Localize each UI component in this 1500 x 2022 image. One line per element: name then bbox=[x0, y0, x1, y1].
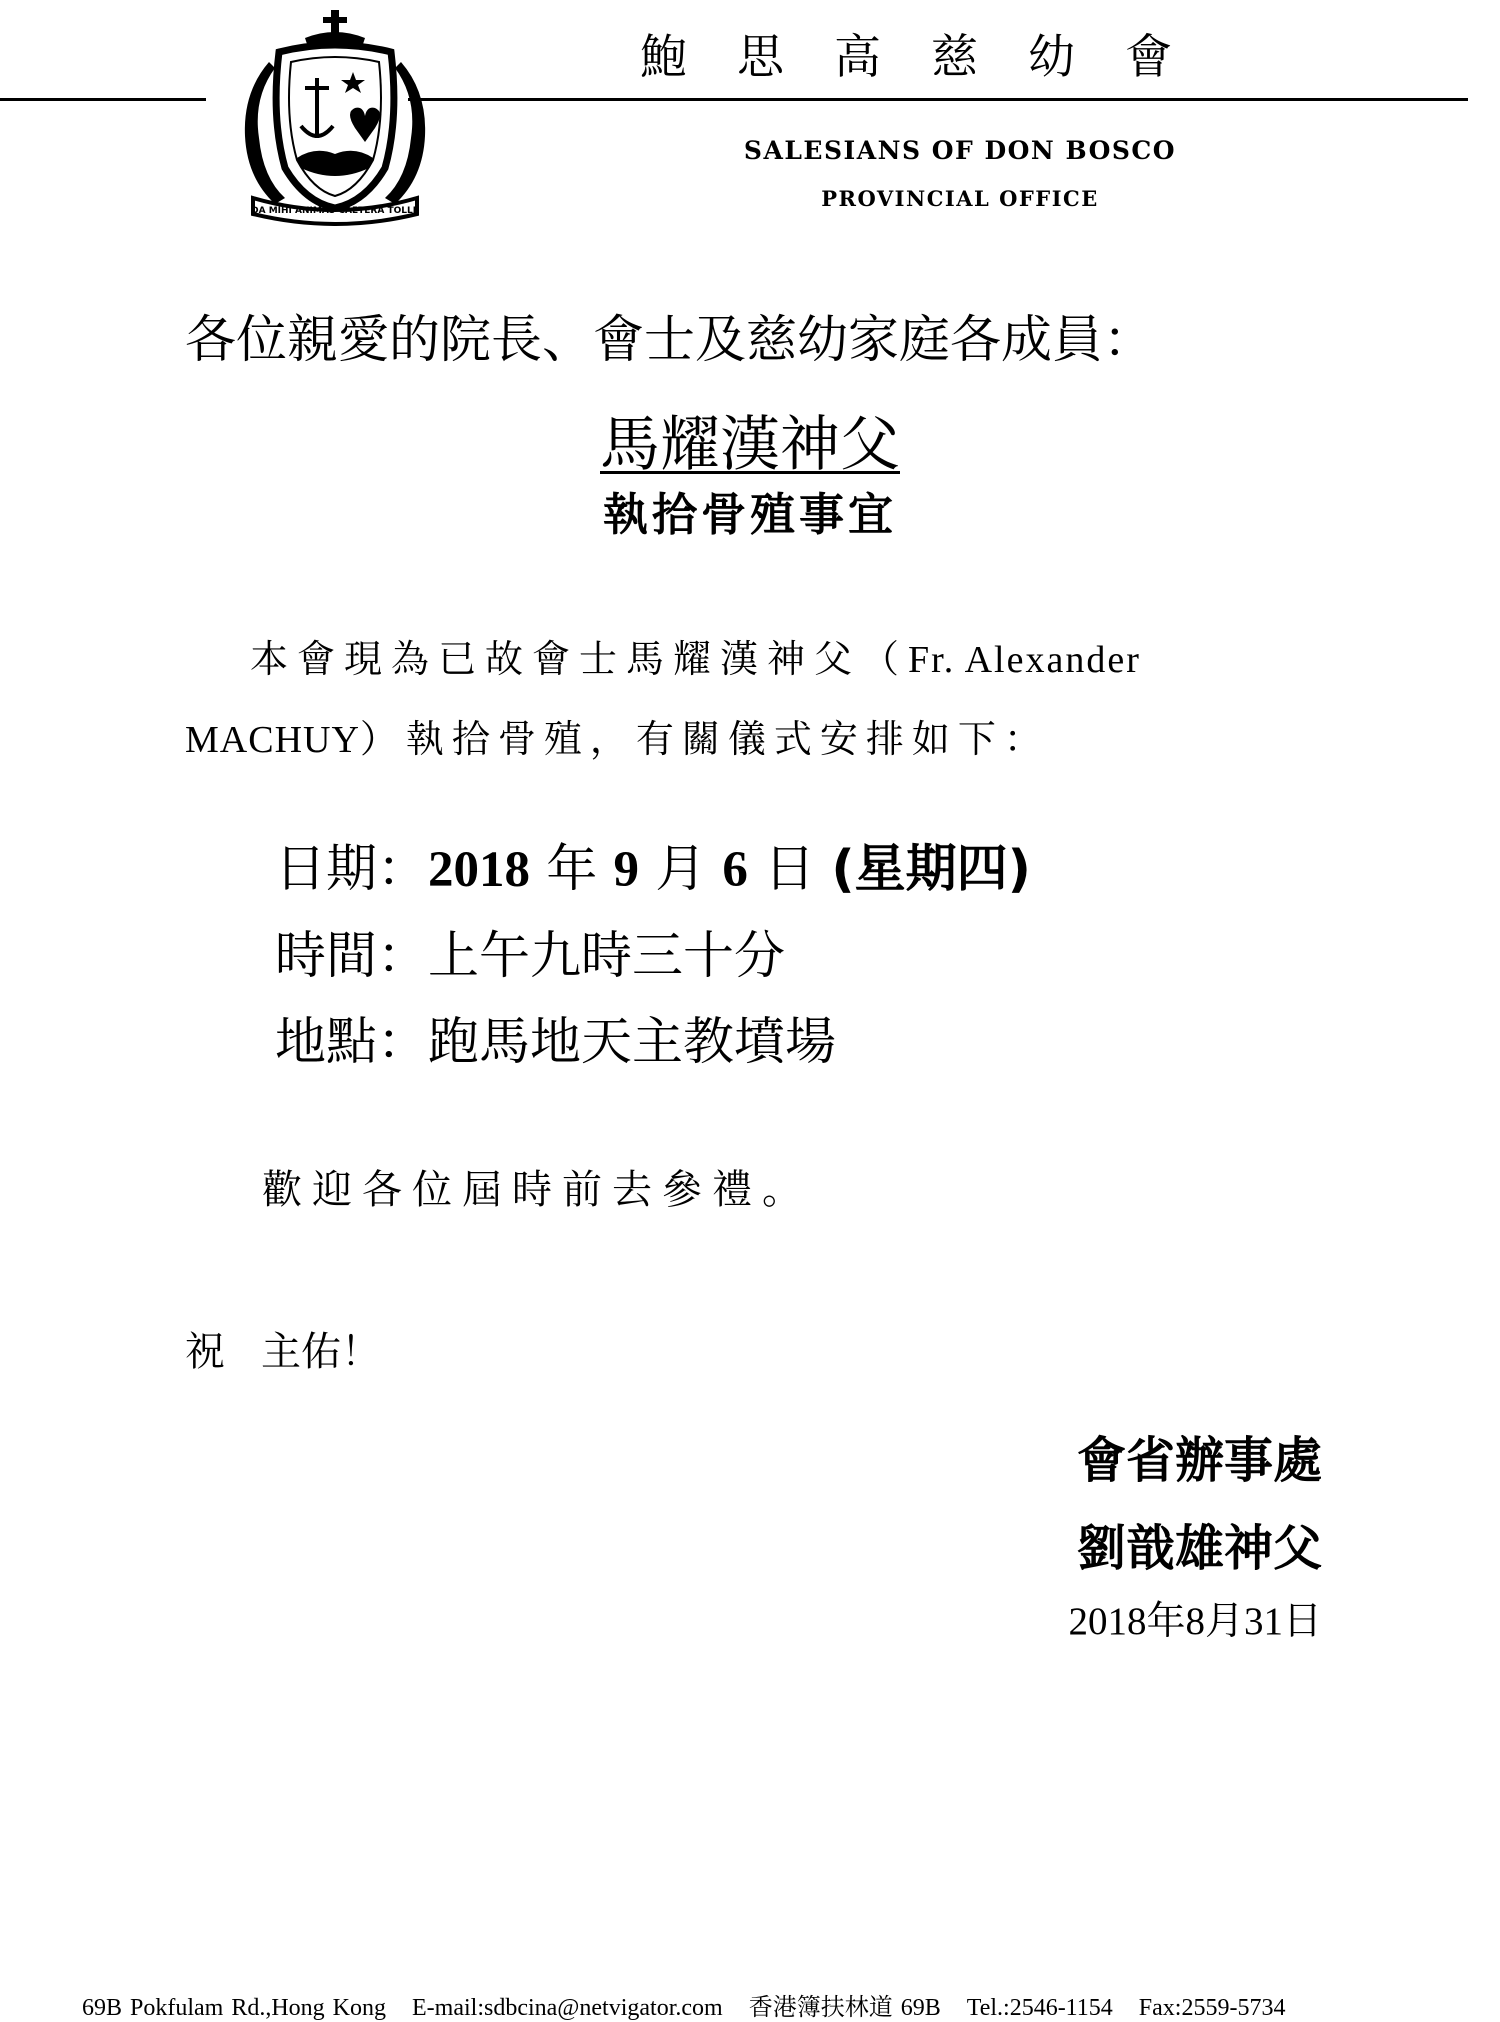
time-label: 時間： bbox=[275, 927, 429, 986]
blessing-word: 祝 bbox=[185, 1329, 225, 1375]
org-name-english: SALESIANS OF DON BOSCO bbox=[743, 136, 1177, 165]
place-value: 跑馬地天主教墳場 bbox=[428, 1013, 837, 1072]
letter-title-text: 馬耀漢神父 bbox=[600, 410, 900, 480]
salesian-crest-logo bbox=[235, 8, 435, 226]
detail-time bbox=[275, 914, 785, 988]
header-rule-right bbox=[408, 98, 1468, 101]
welcome-text: 歡迎各位屆時前去參禮。 bbox=[262, 1167, 812, 1213]
blessing-phrase: 主佑！ bbox=[261, 1329, 381, 1375]
footer-fax: Fax:2559-5734 bbox=[1138, 1995, 1286, 2021]
footer-address-zh: 香港簿扶林道 69B bbox=[748, 1995, 941, 2021]
date-day: 6 bbox=[722, 842, 748, 898]
signature-office: 會省辦事處 bbox=[1076, 1432, 1322, 1489]
detail-place bbox=[275, 1000, 836, 1074]
org-name-chinese: 鮑思高慈幼會 bbox=[640, 30, 1222, 85]
footer-contact bbox=[82, 1987, 1311, 2022]
paragraph-text-en-2: MACHUY bbox=[185, 719, 360, 761]
letter-subtitle: 執拾骨殖事宜 bbox=[602, 488, 897, 541]
date-label: 日期： bbox=[275, 840, 429, 899]
footer-address-en: 69B Pokfulam Rd.,Hong Kong bbox=[82, 1995, 387, 2021]
letter-salutation: 各位親愛的院長、會士及慈幼家庭各成員： bbox=[185, 311, 1155, 370]
closing-blessing bbox=[185, 1320, 381, 1377]
svg-text:DA MIHI ANIMAS CAETERA TOLLE: DA MIHI ANIMAS CAETERA TOLLE bbox=[251, 206, 419, 216]
footer-email: E-mail:sdbcina@netvigator.com bbox=[412, 1995, 723, 2021]
paragraph-text-en: Fr. Alexander bbox=[908, 639, 1141, 681]
date-year-unit: 年 bbox=[546, 840, 598, 899]
letter-title bbox=[0, 397, 1500, 483]
footer-tel: Tel.:2546-1154 bbox=[966, 1995, 1113, 2021]
signature-name: 劉戠雄神父 bbox=[1076, 1520, 1322, 1577]
paragraph-text-zh-2: ）執拾骨殖，有關儀式安排如下： bbox=[359, 717, 1050, 761]
body-paragraph-line-2 bbox=[185, 708, 1050, 763]
paragraph-text-zh: 本會現為已故會士馬耀漢神父（ bbox=[250, 637, 909, 681]
date-year: 2018 bbox=[428, 842, 531, 898]
date-month-unit: 月 bbox=[655, 840, 707, 899]
place-label: 地點： bbox=[275, 1013, 429, 1072]
date-day-unit: 日 bbox=[764, 840, 816, 899]
date-month: 9 bbox=[613, 842, 639, 898]
provincial-office-label: PROVINCIAL OFFICE bbox=[821, 186, 1099, 211]
header-rule-left bbox=[0, 98, 206, 101]
time-value: 上午九時三十分 bbox=[428, 927, 786, 986]
date-weekday: (星期四) bbox=[831, 840, 1031, 899]
signature-date: 2018年8月31日 bbox=[1068, 1600, 1322, 1643]
detail-date bbox=[275, 827, 1031, 901]
body-paragraph-line-1 bbox=[250, 628, 1141, 683]
